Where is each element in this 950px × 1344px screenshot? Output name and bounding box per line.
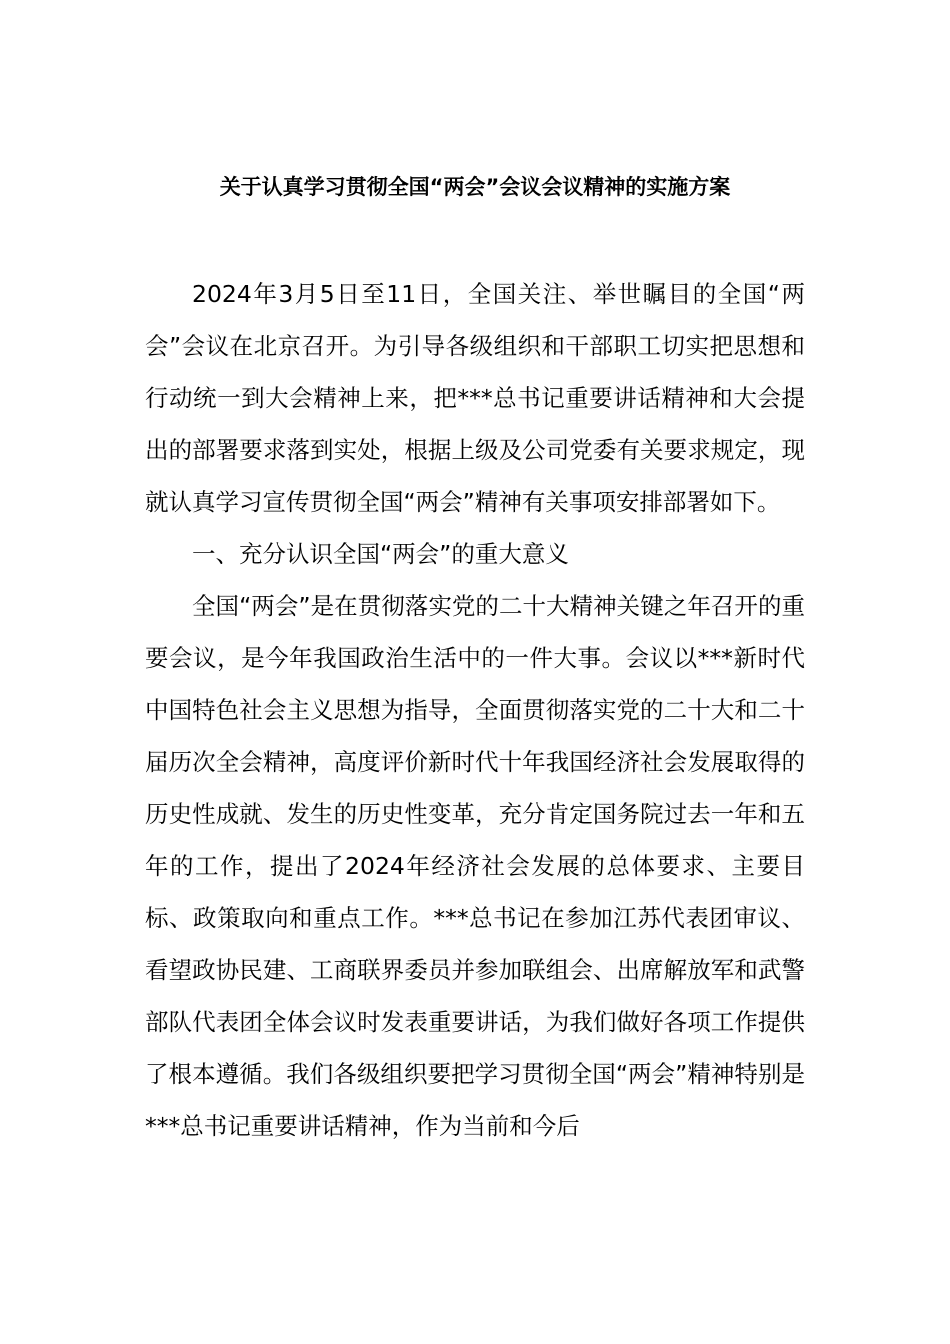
document-body [145, 268, 805, 1152]
document-title: 关于认真学习贯彻全国“两会”会议会议精神的实施方案 [219, 175, 731, 199]
paragraph-significance: 全国“两会”是在贯彻落实党的二十大精神关键之年召开的重要会议，是今年我国政治生活中的一件大事。会议以***新时代中国特色社会主义思想为指导，全面贯彻落实党的二十大和二十届历次全会精神，高度评价新时代十年我国经济社会发展取得的历史性成就、发生的历史性变革，充分肯定国务院过去一年和五年的工作，提出了2024年经济社会发展的总体要求、主要目标、政策取向和重点工作。***总书记在参加江苏代表团审议、看望政协民建、工商联界委员并参加联组会、出席解放军和武警部队代表团全体会议时发表重要讲话，为我们做好各项工作提供了根本遵循。我们各级组织要把学习贯彻全国“两会”精神特别是***总书记重要讲话精神，作为当前和今后 [145, 592, 805, 1140]
paragraph-intro: 2024年3月5日至11日，全国关注、举世瞩目的全国“两会”会议在北京召开。为引导各级组织和干部职工切实把思想和行动统一到大会精神上来，把***总书记重要讲话精神和大会提出的部署要求落到实处，根据上级及公司党委有关要求规定，现就认真学习宣传贯彻全国“两会”精神有关事项安排部署如下。 [145, 280, 805, 516]
section-heading-1: 一、充分认识全国“两会”的重大意义 [192, 540, 569, 568]
